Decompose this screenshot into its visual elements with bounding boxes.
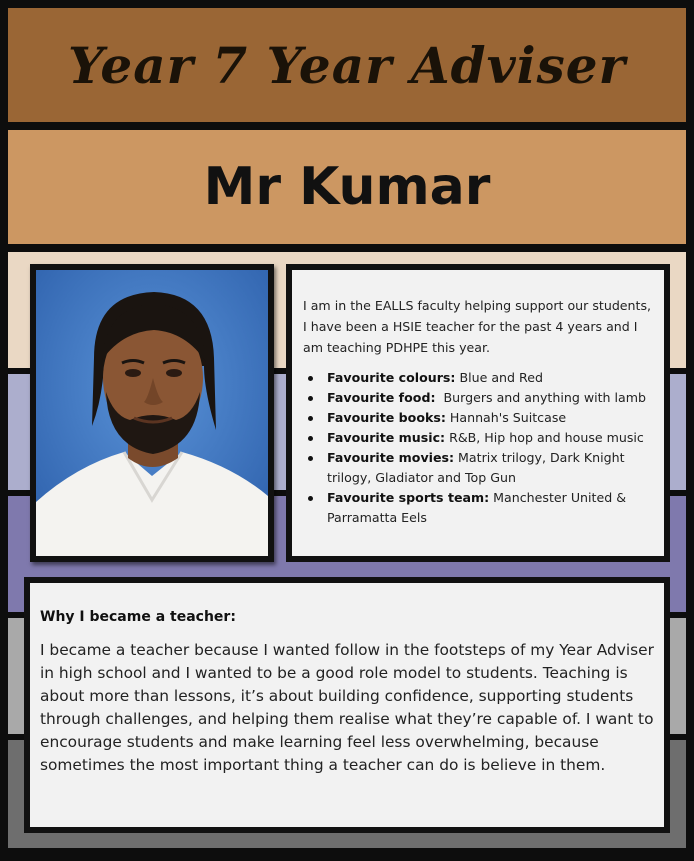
favourite-value: Matrix trilogy, Dark Knight trilogy, Gladiator and Top Gun xyxy=(327,450,625,485)
list-item xyxy=(327,408,654,428)
favourite-value: Blue and Red xyxy=(455,370,543,385)
favourite-value: Burgers and anything with lamb xyxy=(435,390,647,405)
list-item xyxy=(327,368,654,388)
teacher-portrait xyxy=(36,270,268,556)
why-heading: Why I became a teacher: xyxy=(40,609,236,625)
favourite-value: Manchester United & Parramatta Eels xyxy=(327,490,627,525)
list-item xyxy=(327,388,654,408)
favourite-label: Favourite sports team: xyxy=(327,490,490,505)
list-item xyxy=(327,448,654,488)
why-teacher-panel xyxy=(30,583,664,827)
page-title: Year 7 Year Adviser xyxy=(68,35,626,95)
why-teacher-box xyxy=(24,577,670,833)
favourite-label: Favourite colours: xyxy=(327,370,456,385)
favourite-value: Hannah's Suitcase xyxy=(445,410,567,425)
why-text: I became a teacher because I wanted follow in the footsteps of my Year Adviser in high school and I wanted to be a good role model to students. Teaching is about more than lessons, it’s about building confidence, supporting students through challenges, and helping them realise what they’re capable of. I want to encourage students and make learning feel less overwhelming, because sometimes the most important thing a teacher can do is believe in them. xyxy=(40,641,654,774)
teacher-name: Mr Kumar xyxy=(203,157,491,217)
favourite-label: Favourite movies: xyxy=(327,450,455,465)
profile-info-panel xyxy=(292,270,664,556)
intro-text: I am in the EALLS faculty helping support our students, I have been a HSIE teacher for the past 4 years and I am teaching PDHPE this year. xyxy=(303,298,652,355)
favourites-list xyxy=(303,368,654,528)
favourite-label: Favourite books: xyxy=(327,410,446,425)
profile-info-box xyxy=(286,264,670,562)
favourite-label: Favourite food: xyxy=(327,390,436,405)
favourite-value: R&B, Hip hop and house music xyxy=(445,430,644,445)
portrait-frame xyxy=(30,264,274,562)
list-item xyxy=(327,488,654,528)
portrait-illustration xyxy=(36,270,268,556)
favourite-label: Favourite music: xyxy=(327,430,446,445)
list-item xyxy=(327,428,654,448)
